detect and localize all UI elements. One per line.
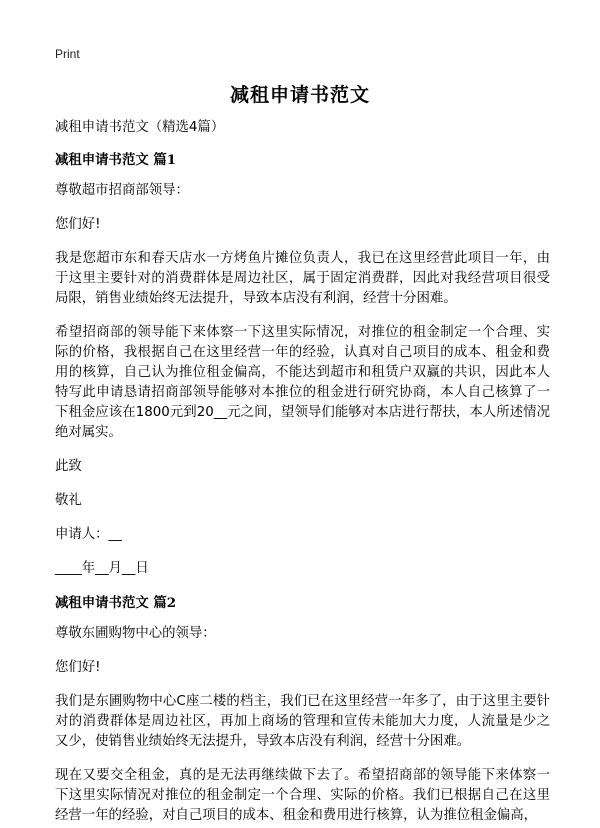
article-1-salutation: 尊敬超市招商部领导： — [55, 183, 189, 198]
article-1-date: ____年__月__日 — [55, 561, 149, 576]
document-body — [55, 118, 550, 828]
article-1-paragraph-2: 希望招商部的领导能下来体察一下这里实际情况，对推位的租金制定一个合理、实际的价格，我根据自己在这里经营一年的经验，认真对自己项目的成本、租金和费用的核算，自己认为推位租金偏高，不能达到超市和租赁户双赢的共识，因此本人特写此申请恳请招商部领导能够对本推位的租金进行研究协商，本人自己核算了一下租金应该在1800元到20__元之间，望领导们能够对本店进行帮扶，本人所述情况绝对属实。 — [55, 325, 550, 440]
article-1-heading: 减租申请书范文 篇1 — [55, 152, 177, 168]
article-1-closing-1: 此致 — [55, 459, 82, 474]
article-1-greeting: 您们好! — [55, 217, 101, 232]
article-1-applicant: 申请人：__ — [55, 527, 122, 542]
article-2-heading: 减租申请书范文 篇2 — [55, 595, 177, 611]
article-2-greeting: 您们好! — [55, 660, 101, 675]
article-2-paragraph-1: 我们是东圃购物中心C座二楼的档主，我们已在这里经营一年多了，由于这里主要针对的消费群体是周边社区，再加上商场的管理和宣传未能加大力度，人流量是少之又少，使销售业绩始终无法提升，导致本店没有利润，经营十分困难。 — [55, 694, 550, 749]
document-subtitle: 减租申请书范文（精选4篇） — [55, 120, 225, 135]
print-link[interactable]: Print — [55, 47, 80, 61]
article-2-salutation: 尊敬东圃购物中心的领导： — [55, 626, 216, 641]
document-title: 减租申请书范文 — [229, 84, 370, 106]
article-1-paragraph-1: 我是您超市东和春天店水一方烤鱼片摊位负责人，我已在这里经营此项目一年，由于这里主要针对的消费群体是周边社区，属于固定消费群，因此对我经营项目很受局限，销售业绩始终无法提升，导致本店没有利润，经营十分困难。 — [55, 251, 550, 306]
article-2-paragraph-2: 现在又要交全租金，真的是无法再继续做下去了。希望招商部的领导能下来体察一下这里实际情况对推位的租金制定一个合理、实际的价格。我们已根据自己在这里经营一年的经验，对自己项目的成本、租金和费用进行核算，认为推位租金偏高， — [55, 768, 550, 823]
article-1-closing-2: 敬礼 — [55, 493, 82, 508]
